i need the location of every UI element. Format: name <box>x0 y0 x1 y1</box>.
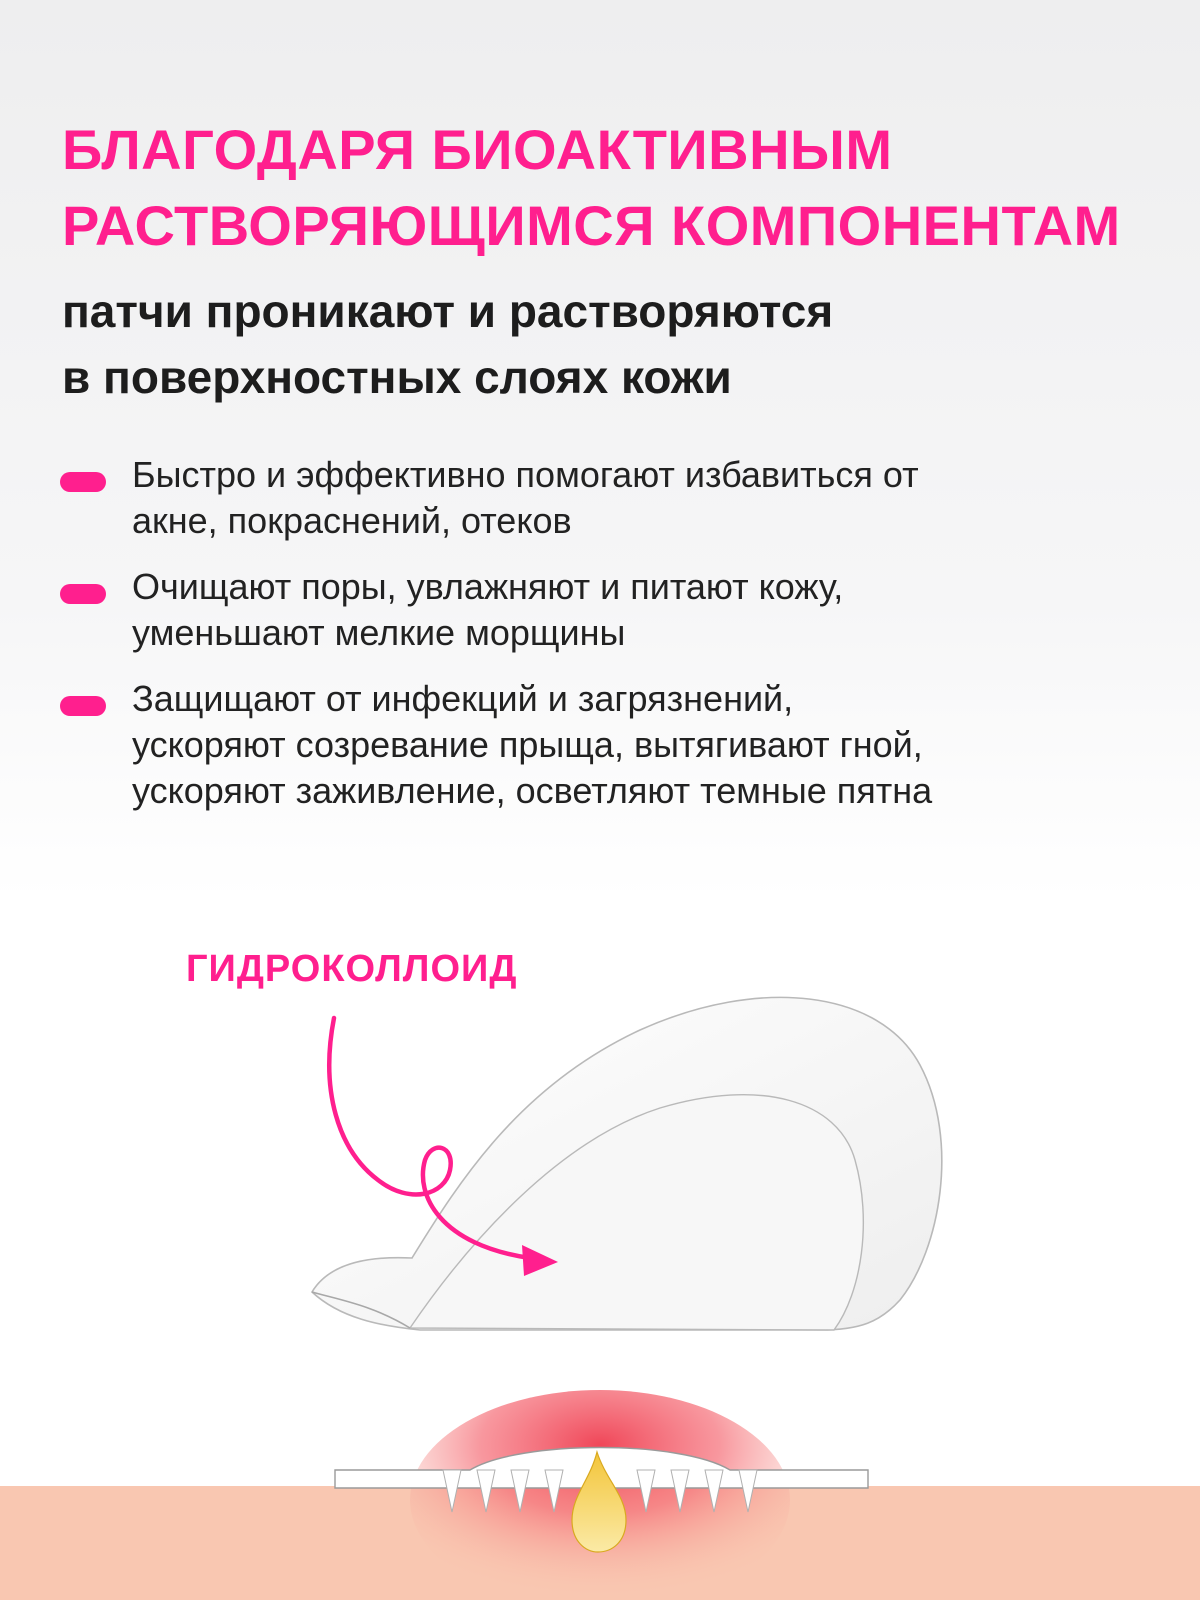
subheadline-line-2: в поверхностных слоях кожи <box>62 351 732 403</box>
benefit-line: Быстро и эффективно помогают избавиться от <box>132 454 919 495</box>
benefit-line: Очищают поры, увлажняют и питают кожу, <box>132 566 844 607</box>
subheadline-line-1: патчи проникают и растворяются <box>62 285 834 337</box>
benefit-item <box>60 452 1170 544</box>
benefit-text <box>132 452 1170 544</box>
benefit-item <box>60 676 1170 814</box>
benefit-text <box>132 564 1170 656</box>
benefit-line: ускоряют созревание прыща, вытягивают гной, <box>132 724 923 765</box>
headline <box>62 112 1172 264</box>
hydrocolloid-label: ГИДРОКОЛЛОИД <box>186 948 518 990</box>
benefits-list <box>60 452 1170 834</box>
pink-pill-bullet-icon <box>60 584 106 604</box>
benefit-text <box>132 676 1170 814</box>
headline-line-1: БЛАГОДАРЯ БИОАКТИВНЫМ <box>62 118 893 181</box>
pink-pill-bullet-icon <box>60 696 106 716</box>
benefit-line: уменьшают мелкие морщины <box>132 612 626 653</box>
benefit-line: Защищают от инфекций и загрязнений, <box>132 678 794 719</box>
patch-illustration <box>0 980 1200 1600</box>
benefit-item <box>60 564 1170 656</box>
benefit-line: ускоряют заживление, осветляют темные пятна <box>132 770 933 811</box>
benefit-line: акне, покраснений, отеков <box>132 500 572 541</box>
headline-line-2: РАСТВОРЯЮЩИМСЯ КОМПОНЕНТАМ <box>62 194 1121 257</box>
subheadline <box>62 278 1162 410</box>
pink-pill-bullet-icon <box>60 472 106 492</box>
